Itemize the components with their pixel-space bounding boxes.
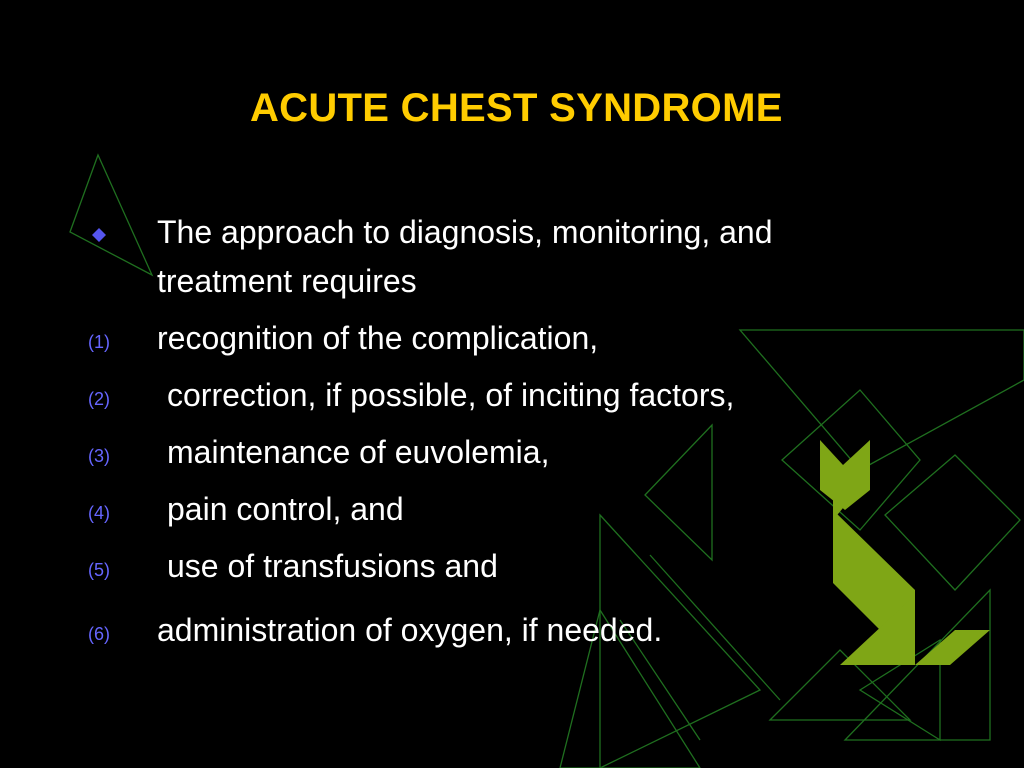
item-number-6: (6) bbox=[88, 624, 110, 644]
item-text-5: use of transfusions and bbox=[167, 548, 498, 584]
slide-title: ACUTE CHEST SYNDROME bbox=[250, 86, 783, 130]
tangram-cat-icon bbox=[820, 440, 990, 665]
item-text-1: recognition of the complication, bbox=[157, 320, 599, 356]
item-text-3: maintenance of euvolemia, bbox=[167, 434, 550, 470]
item-number-4: (4) bbox=[88, 503, 110, 523]
diamond-bullet-icon bbox=[92, 228, 106, 242]
item-number-2: (2) bbox=[88, 389, 110, 409]
item-text-6: administration of oxygen, if needed. bbox=[157, 612, 663, 648]
item-number-5: (5) bbox=[88, 560, 110, 580]
intro-line-2: treatment requires bbox=[157, 263, 417, 299]
item-text-2: correction, if possible, of inciting factors, bbox=[167, 377, 735, 413]
item-text-4: pain control, and bbox=[167, 491, 404, 527]
item-number-1: (1) bbox=[88, 332, 110, 352]
item-number-3: (3) bbox=[88, 446, 110, 466]
intro-line-1: The approach to diagnosis, monitoring, and bbox=[157, 214, 773, 250]
